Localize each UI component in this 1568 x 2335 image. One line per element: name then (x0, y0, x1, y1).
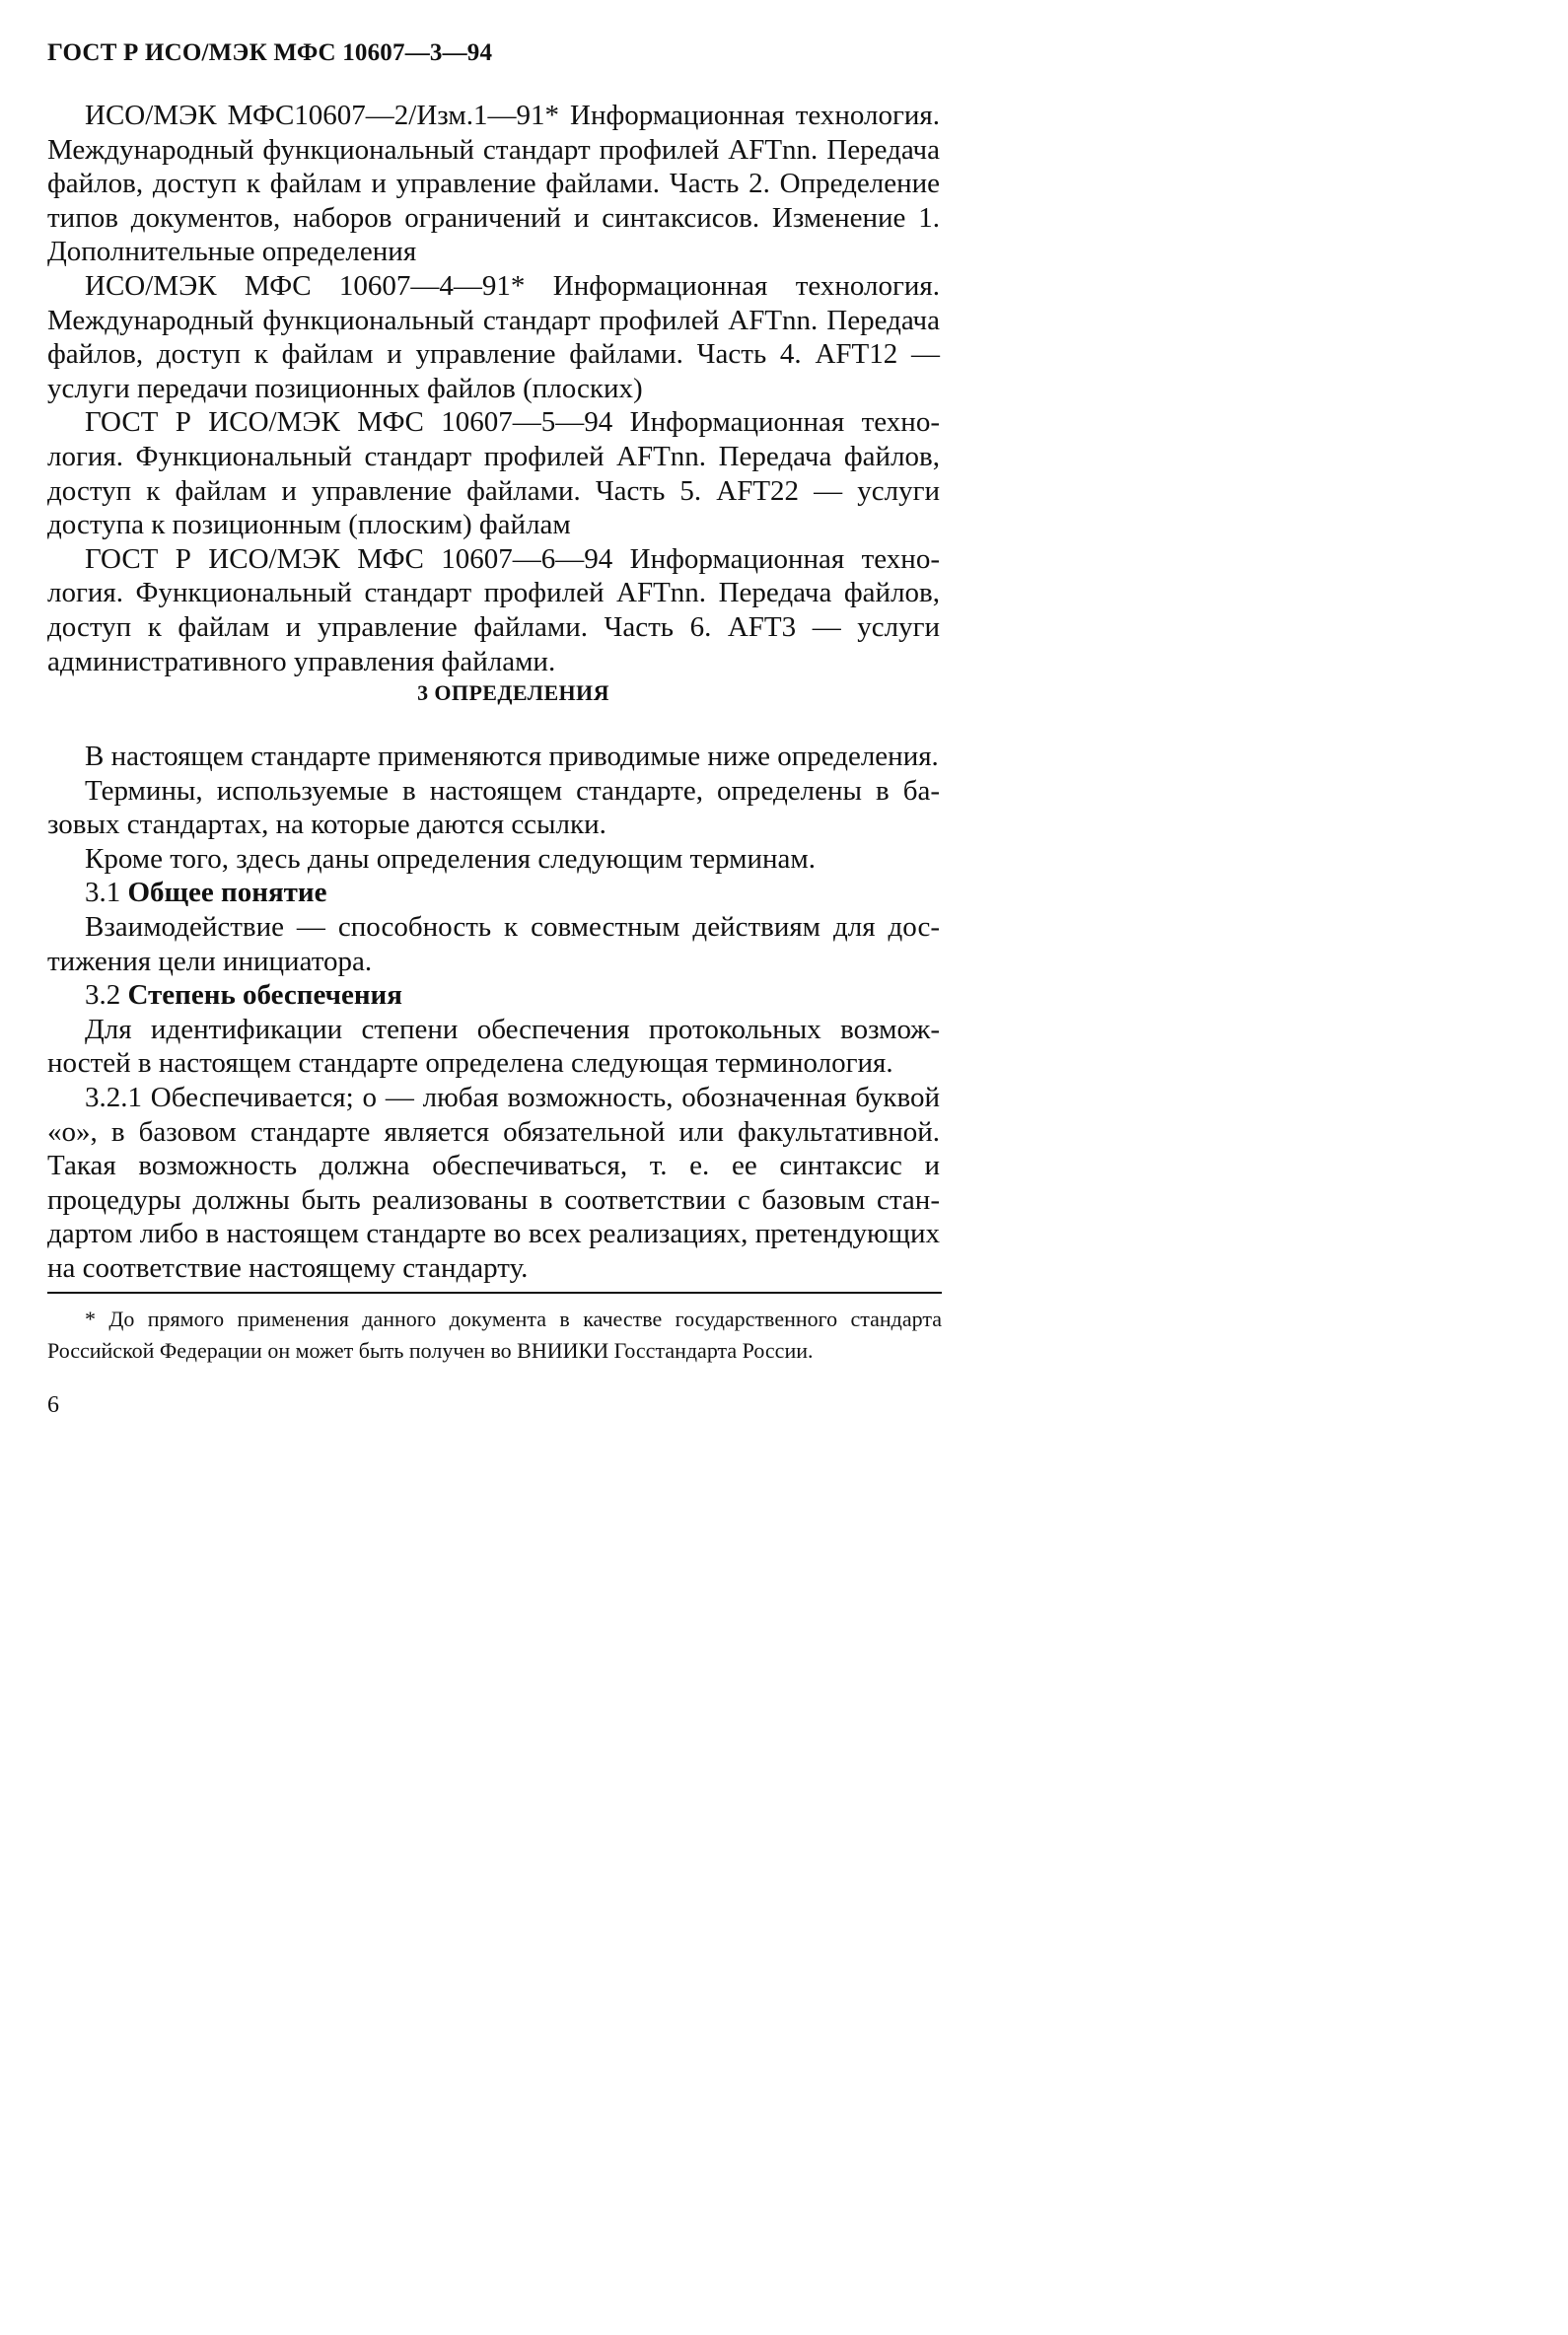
clause-3-2-1: 3.2.1 Обеспечивается; о — любая возможность, обозначенная буквой «о», в базовом стандарте является обязательной или факультативной. Такая возможность должна обеспечиваться, т. е. ее синтаксис и процедуры должны быть реализованы в соответствии с базовым стандартом либо в настоящем стандарте во всех реализациях, претендующих на соответствие настоящему стандарту. (47, 1081, 940, 1284)
reference-item: ГОСТ Р ИСО/МЭК МФС 10607—6—94 Информационная технология. Функциональный стандарт профилей AFTnn. Передача файлов, доступ к файлам и управление файлами. Часть 6. AFT3 — услуги административного управления файлами. (47, 542, 940, 677)
clause-title: Степень обеспечения (127, 979, 402, 1012)
running-header: ГОСТ Р ИСО/МЭК МФС 10607—3—94 (47, 39, 493, 66)
intro-paragraph: Термины, используемые в настоящем стандарте, определены в базовых стандартах, на которые даются ссылки. (47, 774, 940, 841)
normative-references (47, 99, 940, 678)
clause-number: 3.2 (85, 979, 121, 1012)
footnote: * До прямого применения данного документа в качестве государственного стандарта Российской Федерации он может быть получен во ВНИИКИ Госстандарта России. (47, 1307, 942, 1363)
footnote-divider (47, 1292, 942, 1294)
page-number: 6 (47, 1392, 59, 1418)
clause-text-3-1: Взаимодействие — способность к совместным действиям для достижения цели инициатора. (47, 910, 940, 977)
definitions-section (47, 740, 940, 1286)
section-heading: 3 ОПРЕДЕЛЕНИЯ (417, 680, 609, 705)
clause-title: Общее понятие (127, 877, 327, 909)
clause-number: 3.1 (85, 877, 121, 909)
reference-item: ИСО/МЭК МФС10607—2/Изм.1—91* Информационная технология. Международный функциональный стандарт профилей AFTnn. Передача файлов, доступ к файлам и управление файлами. Часть 2. Определение типов документов, наборов ограничений и синтаксисов. Изменение 1. Дополнительные определения (47, 100, 940, 268)
document-page (0, 0, 1040, 1545)
reference-item: ИСО/МЭК МФС 10607—4—91* Информационная технология. Международный функциональный стандарт профилей AFTnn. Передача файлов, доступ к файлам и управление файлами. Часть 4. AFT12 — услуги передачи позиционных файлов (плоских) (47, 269, 940, 404)
clause-heading-3-1 (47, 876, 940, 910)
clause-text-3-2: Для идентификации степени обеспечения протокольных возможностей в настоящем стандарте определена следующая терминология. (47, 1013, 940, 1080)
clause-heading-3-2 (47, 978, 940, 1013)
reference-item: ГОСТ Р ИСО/МЭК МФС 10607—5—94 Информационная технология. Функциональный стандарт профилей AFTnn. Передача файлов, доступ к файлам и управление файлами. Часть 5. AFT22 — услуги доступа к позиционным (плоским) файлам (47, 406, 940, 541)
intro-paragraph: В настоящем стандарте применяются приводимые ниже определения. (85, 741, 939, 772)
intro-paragraph: Кроме того, здесь даны определения следующим терминам. (85, 842, 817, 875)
